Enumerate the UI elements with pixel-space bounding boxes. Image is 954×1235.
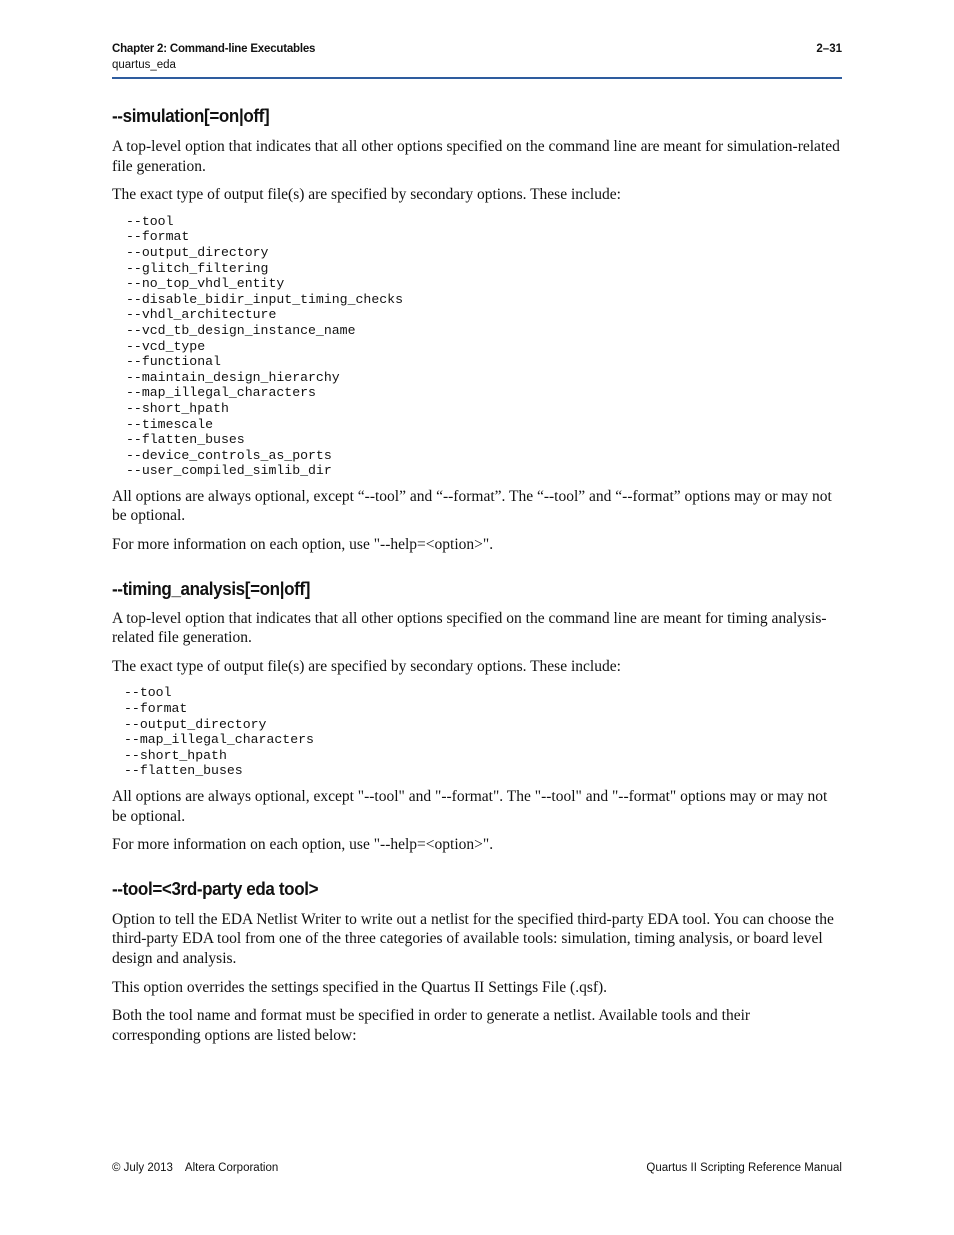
option-item: --no_top_vhdl_entity bbox=[126, 276, 285, 292]
header-rule bbox=[112, 77, 842, 79]
option-item: --vcd_type bbox=[126, 338, 206, 354]
option-item: --format bbox=[126, 229, 190, 245]
section-paragraph: This option overrides the settings specified in the Quartus II Settings File (.qsf). bbox=[112, 978, 608, 996]
footer-company: Altera Corporation bbox=[184, 1162, 279, 1174]
subsection-title: quartus_eda bbox=[112, 59, 176, 71]
option-item: --flatten_buses bbox=[126, 432, 245, 448]
option-item: --device_controls_as_ports bbox=[126, 447, 332, 463]
section-heading-simulation: --simulation[=on|off] bbox=[112, 105, 270, 126]
page-body bbox=[112, 104, 842, 1045]
option-item: --functional bbox=[126, 354, 221, 370]
option-item: --maintain_design_hierarchy bbox=[126, 369, 340, 385]
option-item: --short_hpath bbox=[124, 747, 227, 763]
option-item: --tool bbox=[126, 213, 174, 229]
section-help: For more information on each option, use "--help=<option>". bbox=[112, 536, 494, 554]
section-lead: The exact type of output file(s) are specified by secondary options. These include: bbox=[112, 186, 621, 204]
option-item: --vcd_tb_design_instance_name bbox=[126, 322, 356, 338]
option-item: --map_illegal_characters bbox=[124, 732, 314, 748]
option-item: --short_hpath bbox=[126, 400, 229, 416]
section-heading-timing-analysis: --timing_analysis[=on|off] bbox=[112, 577, 311, 599]
section-note: All options are always optional, except “--tool” and “--format”. The “--tool” and “--format” options may or may not be optional. bbox=[112, 487, 832, 525]
option-list-timing-analysis bbox=[112, 685, 842, 779]
section-paragraph: Both the tool name and format must be specified in order to generate a netlist. Available tools and their corresponding options are listed below: bbox=[112, 1007, 751, 1044]
section-paragraph: Option to tell the EDA Netlist Writer to write out a netlist for the specified third-party EDA tool. You can choose the third-party EDA tool from one of the three categories of available tools: simulation, timing analysis, or board level design and analysis. bbox=[112, 910, 834, 967]
page-number: 2–31 bbox=[816, 43, 842, 55]
section-note: All options are always optional, except "--tool" and "--format". The "--tool" and "--format" options may or may not be optional. bbox=[112, 788, 828, 825]
chapter-title: Chapter 2: Command-line Executables bbox=[112, 43, 316, 55]
option-item: --flatten_buses bbox=[124, 763, 243, 779]
option-item: --format bbox=[124, 701, 188, 717]
option-list-simulation bbox=[112, 214, 842, 479]
option-item: --user_compiled_simlib_dir bbox=[126, 463, 332, 479]
option-item: --timescale bbox=[126, 416, 214, 432]
footer-left bbox=[112, 1162, 278, 1174]
footer-manual-title: Quartus II Scripting Reference Manual bbox=[646, 1162, 842, 1174]
option-item: --output_directory bbox=[126, 244, 269, 260]
section-intro: A top-level option that indicates that all other options specified on the command line are meant for timing analysis- related file generation. bbox=[112, 609, 827, 647]
section-lead: The exact type of output file(s) are specified by secondary options. These include: bbox=[112, 657, 621, 675]
option-item: --output_directory bbox=[124, 716, 267, 732]
option-item: --disable_bidir_input_timing_checks bbox=[126, 291, 403, 307]
footer-date: © July 2013 bbox=[112, 1162, 173, 1174]
option-item: --vhdl_architecture bbox=[126, 307, 277, 323]
option-item: --glitch_filtering bbox=[126, 260, 269, 276]
section-heading-tool: --tool=<3rd-party eda tool> bbox=[112, 877, 319, 899]
section-intro: A top-level option that indicates that all other options specified on the command line are meant for simulation-related file generation. bbox=[112, 138, 840, 175]
option-item: --map_illegal_characters bbox=[126, 385, 316, 401]
option-item: --tool bbox=[124, 685, 172, 701]
section-help: For more information on each option, use "--help=<option>". bbox=[112, 836, 494, 854]
